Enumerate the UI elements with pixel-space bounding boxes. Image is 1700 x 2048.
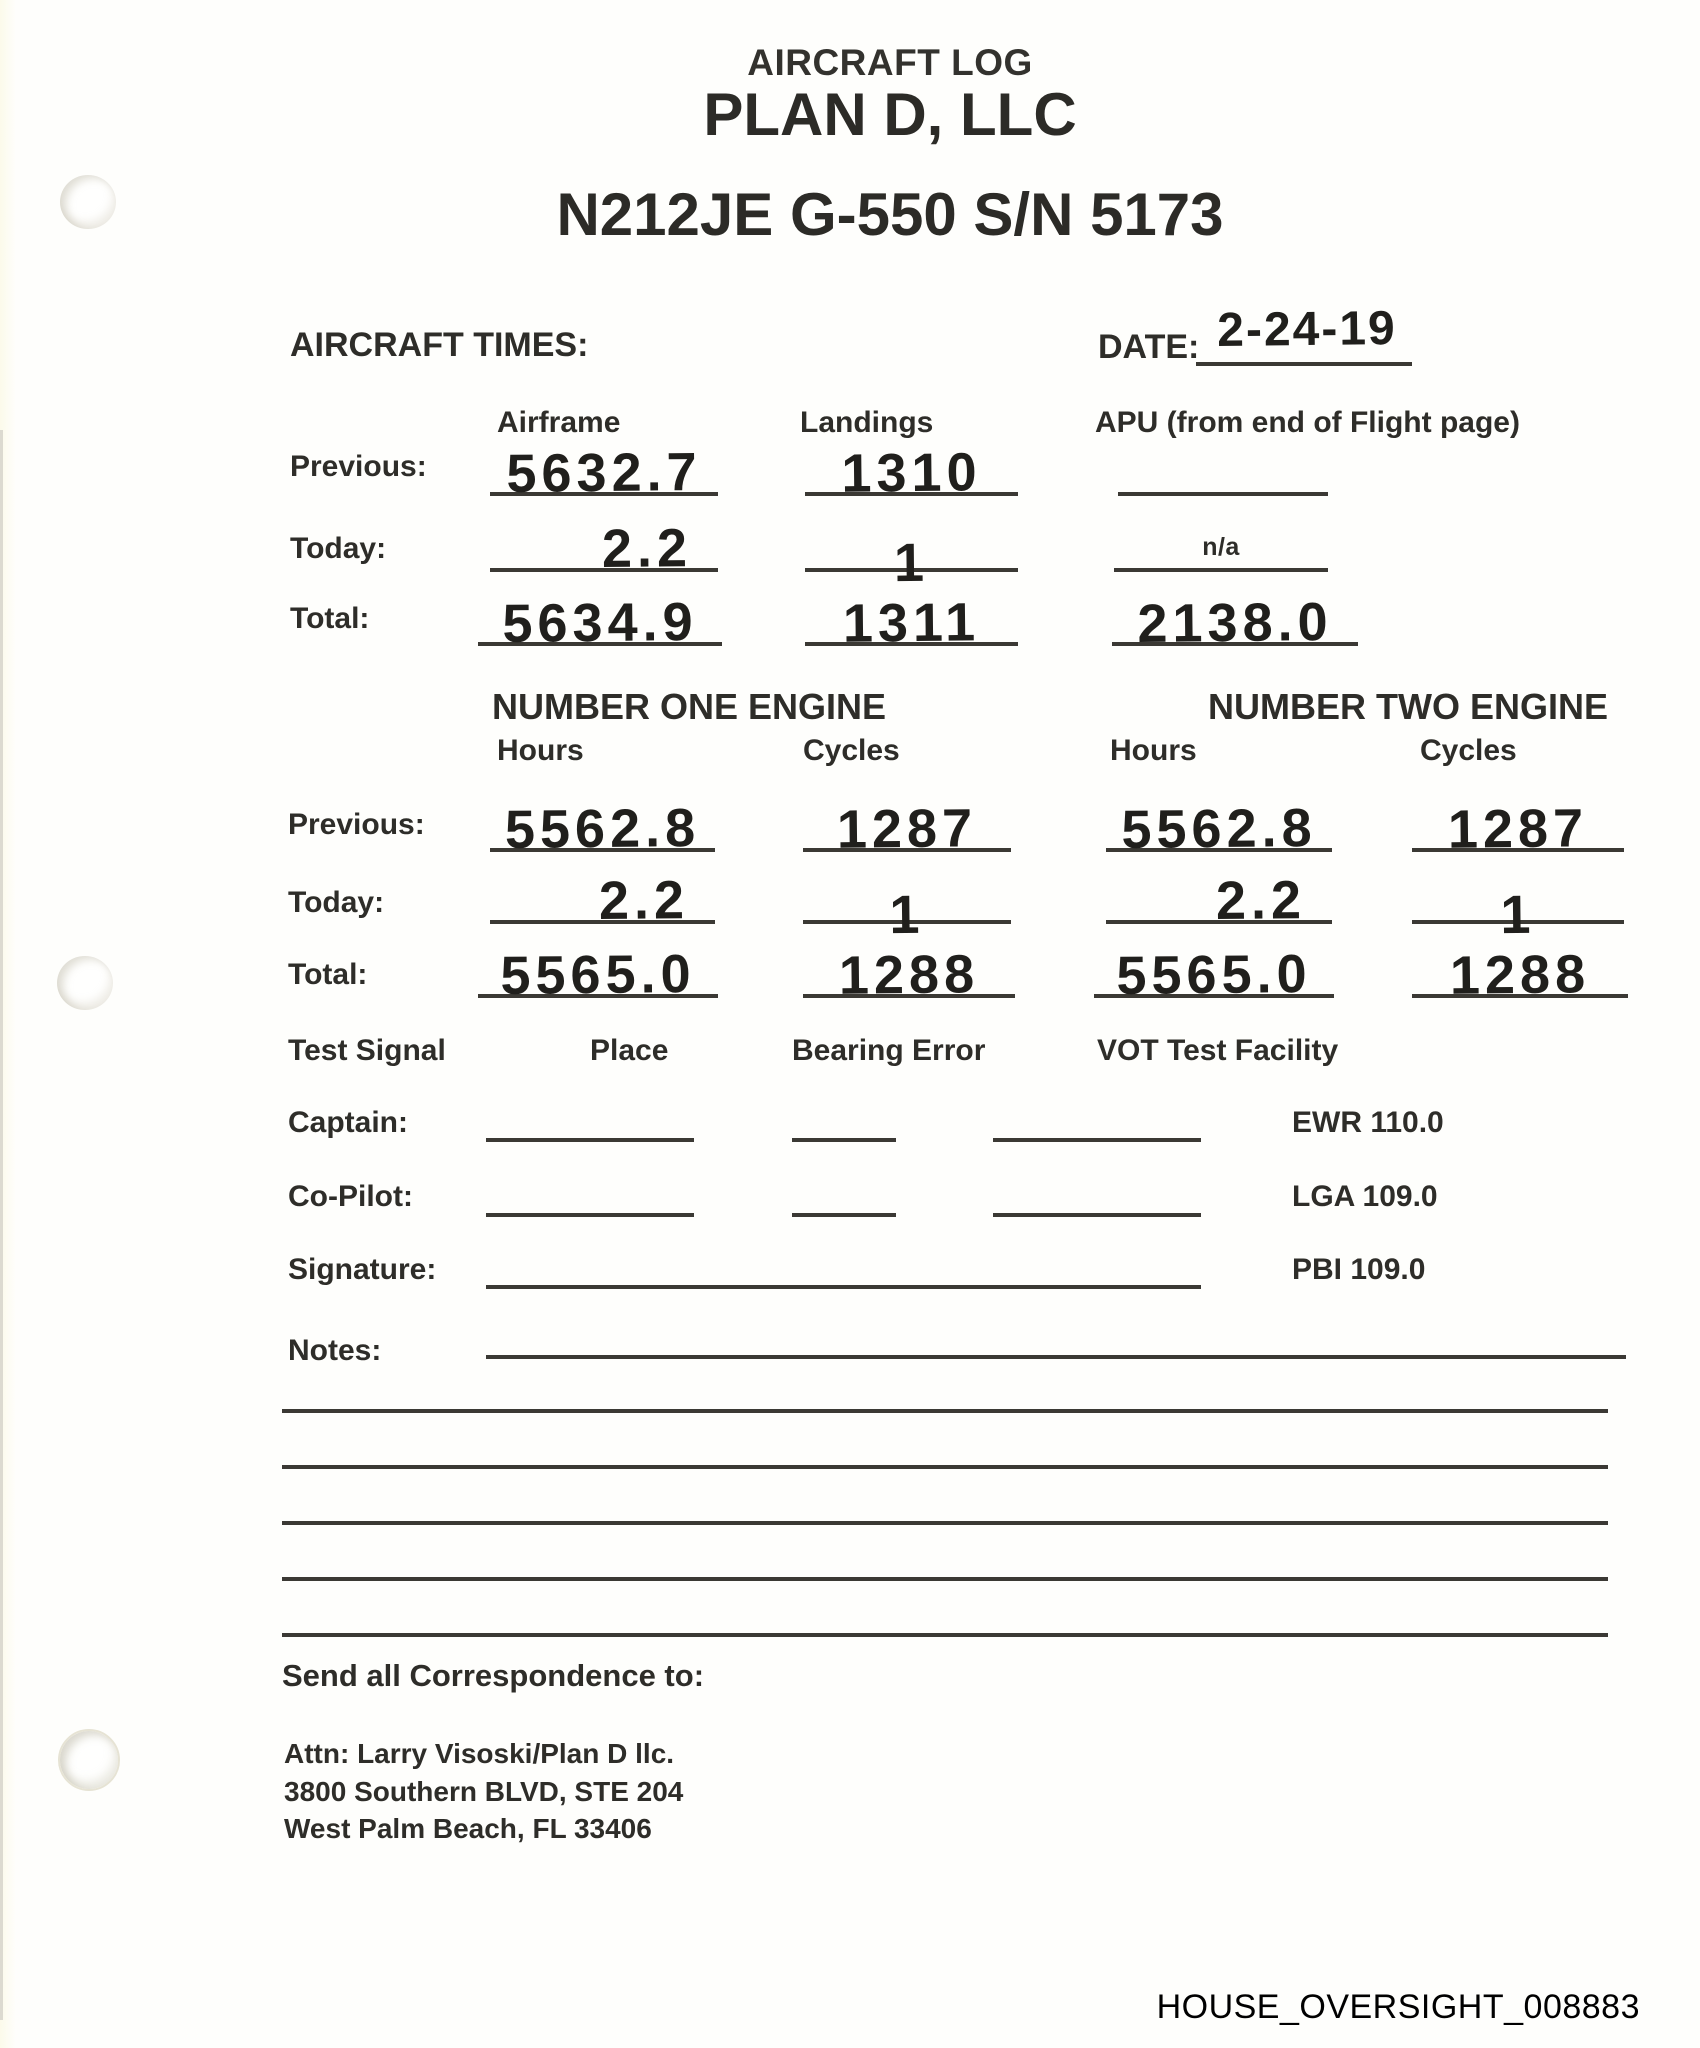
engine1-cycles-previous-field [803,792,1011,860]
engine1-hours-today-value: 2.2 [598,870,690,932]
engines-previous-label: Previous: [288,808,425,841]
engine2-cycles-today-field [1412,864,1624,946]
engine-one-cycles-header: Cycles [803,734,900,767]
engine1-hours-previous-field [490,792,715,861]
col-header-bearing-error: Bearing Error [792,1034,986,1067]
company-title: PLAN D, LLC [703,81,1077,148]
copilot-place-line [486,1213,694,1217]
signature-facility-value: PBI 109.0 [1292,1253,1426,1286]
col-header-test-signal: Test Signal [288,1034,446,1067]
captain-place-line [486,1138,694,1142]
notes-line-2 [282,1409,1608,1413]
notes-line-1 [486,1355,1626,1359]
engine-two-heading: NUMBER TWO ENGINE [1208,686,1608,727]
signature-label: Signature: [288,1253,437,1286]
notes-line-3 [282,1465,1608,1469]
notes-line-4 [282,1521,1608,1525]
captain-vot-line [993,1138,1201,1142]
notes-line-5 [282,1577,1608,1581]
engine-one-heading: NUMBER ONE ENGINE [492,686,887,727]
punch-hole-bottom [58,1729,120,1791]
engine1-hours-total-value: 5565.0 [500,943,696,1007]
engine2-hours-today-value: 2.2 [1215,870,1307,932]
apu-previous-value [1118,503,1328,505]
punch-hole-middle [57,956,113,1010]
engine1-cycles-total-field [803,938,1015,1006]
apu-total-field [1112,586,1358,655]
signature-line [486,1285,1201,1289]
date-label: DATE: [1098,328,1200,366]
apu-today-value: n/a [1202,533,1240,561]
times-today-label: Today: [290,532,387,565]
engine2-hours-previous-field [1106,792,1332,861]
captain-label: Captain: [288,1106,408,1139]
engine1-cycles-today-value: 1 [889,884,925,946]
date-handwritten-value: 2-24-19 [1216,302,1397,357]
correspondence-attn-line: Attn: Larry Visoski/Plan D llc. [284,1738,675,1769]
times-total-label: Total: [290,602,370,635]
engine2-hours-total-value: 5565.0 [1116,943,1312,1007]
engine2-hours-total-field [1094,938,1334,1007]
engine1-hours-today-field [490,864,715,932]
airframe-total-value: 5634.9 [502,591,698,655]
col-header-vot-facility: VOT Test Facility [1097,1034,1339,1067]
copilot-bearing-line [792,1213,896,1217]
date-underline [1196,362,1412,366]
scan-edge-line [0,430,3,2020]
airframe-today-value: 2.2 [601,518,693,580]
landings-today-field [805,512,1018,594]
engine1-hours-total-field [478,938,718,1007]
apu-today-field [1114,512,1328,572]
airframe-previous-field [490,436,718,505]
engine1-hours-previous-value: 5562.8 [504,797,701,861]
times-previous-label: Previous: [290,450,427,483]
engine1-cycles-previous-value: 1287 [836,798,978,860]
col-header-landings: Landings [800,406,934,439]
notes-line-6 [282,1633,1608,1637]
doc-type-title: AIRCRAFT LOG [747,42,1033,83]
engine1-cycles-total-value: 1288 [838,944,980,1006]
engine2-cycles-total-value: 1288 [1449,944,1591,1006]
engines-total-label: Total: [288,958,368,991]
landings-previous-value: 1310 [841,442,982,504]
engine2-hours-today-field [1106,864,1332,932]
col-header-airframe: Airframe [497,406,621,439]
airframe-total-field [478,586,722,655]
captain-bearing-line [792,1138,896,1142]
engine2-cycles-total-field [1412,938,1628,1006]
bates-number: HOUSE_OVERSIGHT_008883 [1156,1988,1640,2026]
aircraft-times-heading: AIRCRAFT TIMES: [290,326,589,364]
landings-total-field [805,586,1018,654]
engine-two-hours-header: Hours [1110,734,1197,767]
correspondence-heading: Send all Correspondence to: [282,1658,705,1693]
aircraft-id-title: N212JE G-550 S/N 5173 [556,181,1224,248]
copilot-label: Co-Pilot: [288,1180,413,1213]
apu-total-value: 2138.0 [1137,591,1333,655]
engine-one-hours-header: Hours [497,734,584,767]
apu-previous-field [1118,436,1328,496]
engine2-cycles-previous-field [1412,792,1624,860]
landings-total-value: 1311 [842,592,981,654]
copilot-vot-line [993,1213,1201,1217]
airframe-today-field [490,512,718,580]
correspondence-city-line: West Palm Beach, FL 33406 [284,1813,652,1844]
col-header-apu: APU (from end of Flight page) [1095,406,1520,439]
captain-facility-value: EWR 110.0 [1292,1106,1444,1139]
engine1-cycles-today-field [803,864,1011,946]
airframe-previous-value: 5632.7 [506,441,702,505]
engine2-cycles-today-value: 1 [1500,884,1536,946]
landings-today-value: 1 [893,532,930,594]
engine2-hours-previous-value: 5562.8 [1121,797,1317,861]
copilot-facility-value: LGA 109.0 [1292,1180,1438,1213]
engine-two-cycles-header: Cycles [1420,734,1517,767]
col-header-place: Place [590,1034,669,1067]
landings-previous-field [805,436,1018,504]
correspondence-street-line: 3800 Southern BLVD, STE 204 [284,1776,684,1807]
engine2-cycles-previous-value: 1287 [1447,798,1589,860]
engines-today-label: Today: [288,886,385,919]
notes-label: Notes: [288,1334,382,1367]
